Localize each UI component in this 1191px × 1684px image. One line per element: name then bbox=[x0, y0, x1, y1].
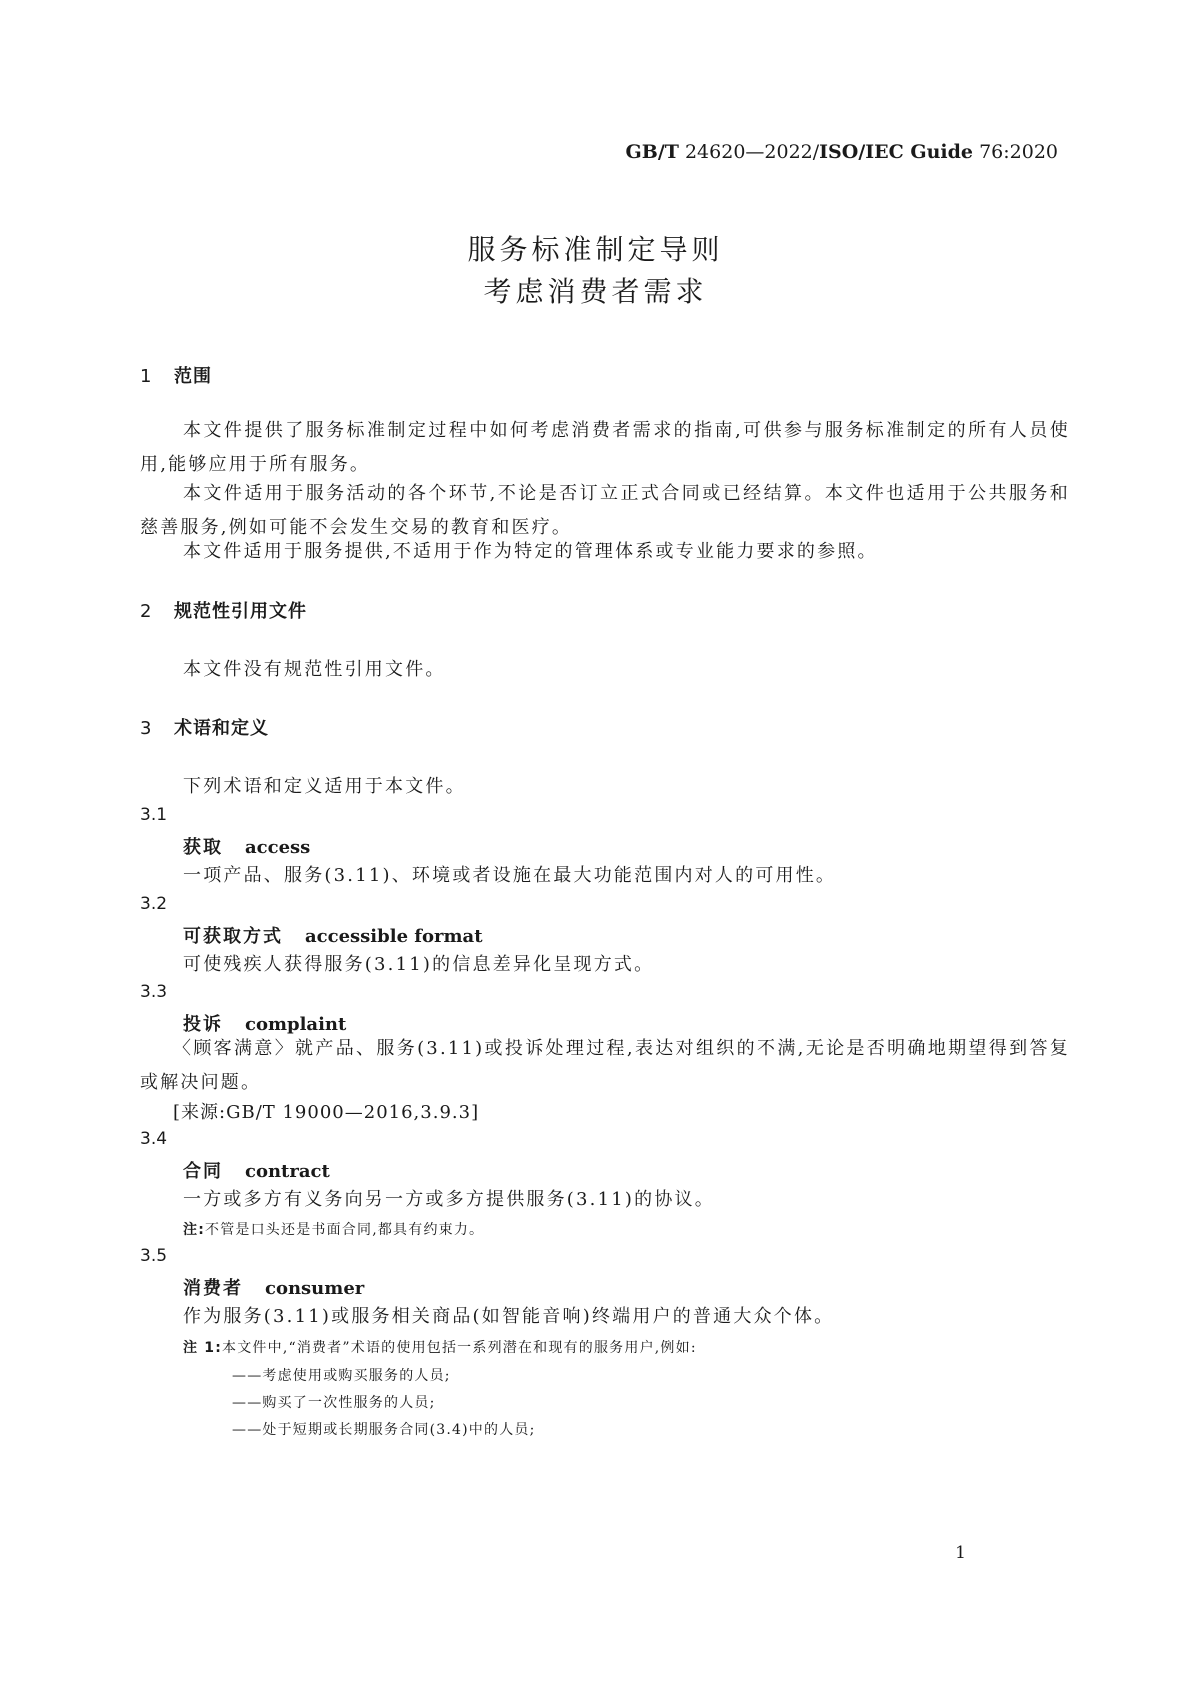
page-number: 1 bbox=[955, 1543, 966, 1563]
term-definition: 〈顾客满意〉就产品、服务(3.11)或投诉处理过程,表达对组织的不满,无论是否明确地期望得到答复或解决问题。 bbox=[140, 1038, 1070, 1093]
term-heading bbox=[183, 922, 483, 948]
note-label: 注: bbox=[183, 1222, 205, 1238]
term-en: complaint bbox=[245, 1014, 347, 1035]
iso-guide-year: 76:2020 bbox=[979, 141, 1058, 163]
scope-paragraph-2: 本文件适用于服务活动的各个环节,不论是否订立正式合同或已经结算。本文件也适用于公共服务和慈善服务,例如可能不会发生交易的教育和医疗。 bbox=[140, 483, 1070, 538]
term-definition: 可使残疾人获得服务(3.11)的信息差异化呈现方式。 bbox=[183, 954, 655, 975]
section-number: 2 bbox=[140, 601, 153, 622]
list-item: ——购买了一次性服务的人员; bbox=[232, 1395, 436, 1411]
term-heading bbox=[183, 1274, 364, 1300]
note-label: 注 1: bbox=[183, 1340, 223, 1356]
scope-paragraph-1: 本文件提供了服务标准制定过程中如何考虑消费者需求的指南,可供参与服务标准制定的所有人员使用,能够应用于所有服务。 bbox=[140, 420, 1070, 475]
terms-intro: 下列术语和定义适用于本文件。 bbox=[183, 776, 466, 797]
term-en: consumer bbox=[265, 1278, 365, 1299]
section-1-heading bbox=[140, 362, 212, 388]
section-3-heading bbox=[140, 714, 269, 740]
term-en: access bbox=[245, 837, 311, 858]
term-zh: 投诉 bbox=[183, 1014, 223, 1035]
section-number: 1 bbox=[140, 366, 153, 387]
section-number: 3 bbox=[140, 718, 153, 739]
term-source: [来源:GB/T 19000—2016,3.9.3] bbox=[173, 1102, 480, 1123]
term-number: 3.5 bbox=[140, 1246, 168, 1266]
term-definition: 一项产品、服务(3.11)、环境或者设施在最大功能范围内对人的可用性。 bbox=[183, 865, 837, 886]
term-note bbox=[183, 1219, 484, 1239]
note-text: 本文件中,“消费者”术语的使用包括一系列潜在和现有的服务用户,例如: bbox=[222, 1340, 697, 1356]
section-title: 规范性引用文件 bbox=[174, 601, 307, 622]
term-en: contract bbox=[245, 1161, 330, 1182]
term-heading bbox=[183, 833, 310, 859]
term-zh: 合同 bbox=[183, 1161, 223, 1182]
term-definition: 作为服务(3.11)或服务相关商品(如智能音响)终端用户的普通大众个体。 bbox=[183, 1306, 835, 1327]
term-definition: 一方或多方有义务向另一方或多方提供服务(3.11)的协议。 bbox=[183, 1189, 715, 1210]
term-heading bbox=[183, 1157, 330, 1183]
list-item: ——考虑使用或购买服务的人员; bbox=[232, 1368, 451, 1384]
term-number: 3.4 bbox=[140, 1129, 168, 1149]
normative-paragraph: 本文件没有规范性引用文件。 bbox=[183, 659, 446, 680]
standard-number: 24620—2022/ bbox=[684, 141, 820, 163]
term-note bbox=[183, 1337, 697, 1357]
page-title-line2: 考虑消费者需求 bbox=[483, 275, 708, 308]
note-text: 不管是口头还是书面合同,都具有约束力。 bbox=[205, 1222, 485, 1238]
term-number: 3.1 bbox=[140, 805, 168, 825]
list-item: ——处于短期或长期服务合同(3.4)中的人员; bbox=[232, 1422, 536, 1438]
term-zh: 可获取方式 bbox=[183, 926, 283, 947]
term-zh: 获取 bbox=[183, 837, 223, 858]
section-title: 范围 bbox=[174, 366, 212, 387]
standard-prefix: GB/T bbox=[625, 141, 679, 163]
page-title-line1: 服务标准制定导则 bbox=[467, 233, 724, 266]
section-title: 术语和定义 bbox=[174, 718, 269, 739]
section-2-heading bbox=[140, 597, 307, 623]
term-number: 3.3 bbox=[140, 982, 168, 1002]
term-number: 3.2 bbox=[140, 894, 168, 914]
term-en: accessible format bbox=[305, 926, 483, 947]
standard-number-header bbox=[626, 141, 1058, 163]
term-zh: 消费者 bbox=[183, 1278, 243, 1299]
scope-paragraph-3: 本文件适用于服务提供,不适用于作为特定的管理体系或专业能力要求的参照。 bbox=[183, 541, 878, 562]
iso-guide-label: ISO/IEC Guide bbox=[819, 141, 974, 163]
